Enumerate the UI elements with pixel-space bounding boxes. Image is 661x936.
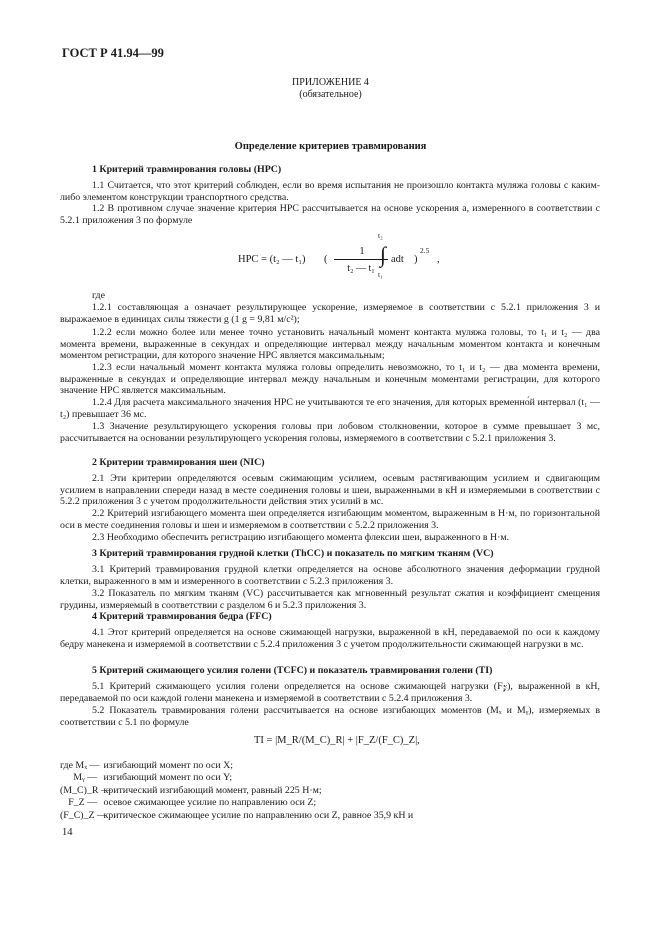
section-4-heading: 4 Критерий травмирования бедра (FFC) xyxy=(92,611,272,622)
paragraph-2-1: 2.1 Эти критерии определяются осевым сжимающим усилием, осевым растягивающим усилием и сдвигающим усилием в направлении спереди назад в месте соединения головы и шеи, выраженными в кН и измеряемыми в соответствии с 5.2.2 приложения 3 с учетом продолжительности действия этих усилий в мс. xyxy=(60,473,600,508)
definition-symbol: Mᵧ — xyxy=(73,772,97,784)
paragraph-1-2: 1.2 В противном случае значение критерия HPC рассчитывается на основе ускорения a, измеренного в соответствии с 5.2.1 приложения 3 по формуле xyxy=(60,203,600,226)
definition-symbol: (M_C)_R — xyxy=(60,784,111,796)
definition-row xyxy=(60,785,413,797)
definition-row xyxy=(60,772,413,784)
paragraph-3-2: 3.2 Показатель по мягким тканям (VC) рассчитывается как мгновенный результат сжатия и коэффициент смещения грудины, измеряемый в соответствии с разделом 6 и 5.2.3 приложения 3. xyxy=(60,588,600,611)
hpc-formula-lhs: HPC = (t₂ — t₁) xyxy=(238,254,306,265)
definition-text: критический изгибающий момент, равный 225 Н·м; xyxy=(103,784,322,796)
hpc-formula-lower-limit: t₁ xyxy=(378,270,383,279)
definition-text: осевое сжимающее усилие по направлению оси Z; xyxy=(103,797,317,809)
hpc-formula-denominator: t₂ — t₁ xyxy=(347,263,375,274)
paragraph-1-2-4: 1.2.4 Для расчета максимального значения HPC не учитываются те его значения, для которых временно́й интервал (t₁ — t₂) превышает 36 мс. xyxy=(60,397,600,420)
hpc-formula-close-paren: ) xyxy=(414,254,418,265)
paragraph-5-2: 5.2 Показатель травмирования голени рассчитывается на основе изгибающих моментов (Mₓ и Mᵧ), измеряемых в соответствии с 5.1 по формуле xyxy=(60,705,600,728)
paragraph-1-2-3: 1.2.3 если начальный момент контакта муляжа головы определить невозможно, то t₁ и t₂ — два момента времени, выраженные в секундах и определяющие интервал между начальным и конечным моментами регистрации, для которого значение HPC является максимальным. xyxy=(60,362,600,397)
section-2-heading: 2 Критерии травмирования шеи (NIC) xyxy=(92,457,265,468)
paragraph-2-3: 2.3 Необходимо обеспечить регистрацию изгибающего момента флексии шеи, выраженного в Н·м. xyxy=(92,532,510,543)
paragraph-3-1: 3.1 Критерий травмирования грудной клетки определяется на основе абсолютного значения деформации грудной клетки, выраженного в мм и измеренного в соответствии с 5.2.3 приложения 3. xyxy=(60,564,600,587)
hpc-formula-integrand: adt xyxy=(391,254,404,265)
paragraph-5-1: 5.1 Критерий сжимающего усилия голени определяется на основе сжимающей нагрузки (F𝓏), выраженной в кН, передаваемой по оси каждой голени манекена и измеряемой в соответствии с 5.2.4 приложения 3. xyxy=(60,681,600,704)
hpc-formula-open-paren: ( xyxy=(324,254,328,265)
definition-row xyxy=(60,810,413,822)
hpc-formula-comma: , xyxy=(437,254,440,265)
paragraph-2-2: 2.2 Критерий изгибающего момента шеи определяется изгибающим моментом, выраженным в Н·м, по горизонтальной оси в месте соединения головы и шеи и измеряемом в соответствии с 5.2.2 приложения 3. xyxy=(60,508,600,531)
definition-symbol: F_Z — xyxy=(68,797,97,809)
page-title: Определение критериев травмирования xyxy=(234,141,427,152)
definition-row xyxy=(60,760,413,772)
paragraph-1-2-2: 1.2.2 если можно более или менее точно установить начальный момент контакта муляжа головы, то t₁ и t₂ — два момента времени, выраженные в секундах и определяющие интервал между начальным моментом контакта и конечным моментом регистрации, для которого значение HPC является максимальным; xyxy=(60,327,600,362)
definition-text: изгибающий момент по оси Y; xyxy=(103,772,233,784)
ti-formula: TI = |M_R/(M_C)_R| + |F_Z/(F_C)_Z|, xyxy=(254,735,420,746)
paragraph-1-1: 1.1 Считается, что этот критерий соблюден, если во время испытания не произошло контакта муляжа головы с каким-либо элементом конструкции транспортного средства. xyxy=(60,180,600,203)
definition-text: изгибающий момент по оси X; xyxy=(103,760,234,771)
document-code: ГОСТ Р 41.94—99 xyxy=(62,46,164,60)
paragraph-1-2-1: 1.2.1 составляющая a означает результирующее ускорение, измеряемое в соответствии с 5.2.1 приложения 3 и выражаемое в единицах силы тяжести g (1 g = 9,81 м/с²); xyxy=(60,302,600,325)
definition-symbol: (F_C)_Z — xyxy=(60,809,107,821)
where-label: где xyxy=(92,290,105,301)
definition-row xyxy=(60,797,413,809)
symbol-definitions xyxy=(60,760,413,822)
section-3-heading: 3 Критерий травмирования грудной клетки (ThCC) и показатель по мягким тканям (VC) xyxy=(92,548,494,559)
hpc-formula xyxy=(238,231,448,290)
paragraph-1-3: 1.3 Значение результирующего ускорения головы при лобовом столкновении, которое в сумме превышает 3 мс, рассчитывается на основании результирующего ускорения головы, измеряемого в соответствии с 5.2.1 приложения 3. xyxy=(60,421,600,444)
section-5-heading: 5 Критерий сжимающего усилия голени (TCFC) и показатель травмирования голени (TI) xyxy=(92,665,493,676)
appendix-label: ПРИЛОЖЕНИЕ 4 xyxy=(292,77,369,88)
hpc-formula-exponent: 2.5 xyxy=(420,246,430,255)
page-number: 14 xyxy=(62,827,73,838)
hpc-formula-numerator: 1 xyxy=(359,246,365,257)
section-1-heading: 1 Критерий травмирования головы (HPC) xyxy=(92,164,282,175)
definition-text: критическое сжимающее усилие по направлению оси Z, равное 35,9 кН и xyxy=(103,809,414,821)
paragraph-4-1: 4.1 Этот критерий определяется на основе сжимающей нагрузки, выраженной в кН, передаваемой по оси к каждому бедру манекена и измеряемой в соответствии с 5.2.4 приложения 3 с учетом продолжительности сжимающей нагрузки в мс. xyxy=(60,627,600,650)
integral-sign-icon: ∫ xyxy=(380,242,387,267)
hpc-formula-upper-limit: t₂ xyxy=(378,231,383,240)
appendix-note: (обязательное) xyxy=(299,89,362,100)
definition-symbol: где Mₓ — xyxy=(60,760,100,771)
